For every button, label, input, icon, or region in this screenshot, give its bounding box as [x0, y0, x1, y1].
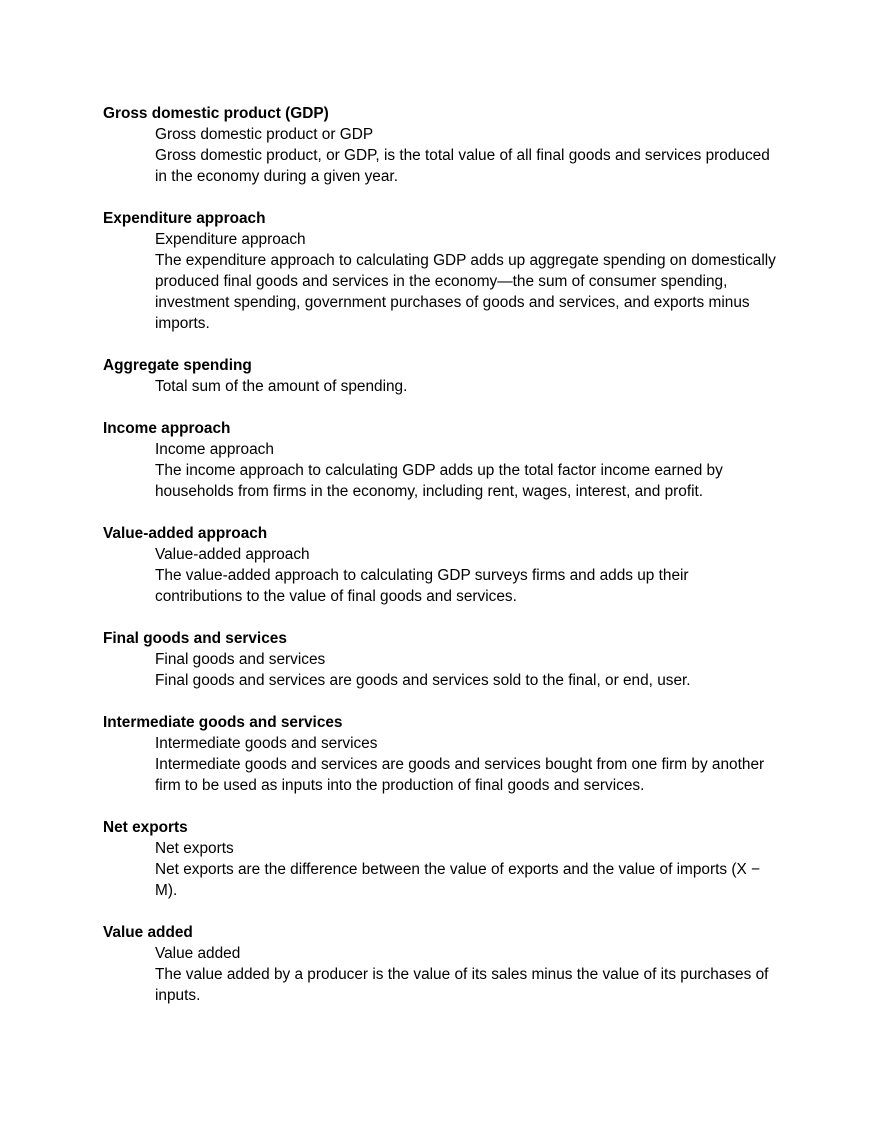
glossary-entry-value-added-approach	[103, 523, 780, 607]
term-heading: Value added	[103, 924, 193, 941]
definition-text: Total sum of the amount of spending.	[155, 378, 408, 395]
term-heading: Income approach	[103, 420, 231, 437]
glossary-entry-intermediate-goods	[103, 712, 780, 796]
definition-block	[155, 649, 780, 691]
definition-subtitle: Expenditure approach	[155, 231, 306, 248]
definition-text: The income approach to calculating GDP adds up the total factor income earned by households from firms in the economy, including rent, wages, interest, and profit.	[155, 462, 723, 500]
term-heading: Aggregate spending	[103, 357, 252, 374]
glossary-entry-aggregate-spending	[103, 355, 780, 397]
glossary-entry-expenditure-approach	[103, 208, 780, 334]
definition-text: Net exports are the difference between the value of exports and the value of imports (X − M).	[155, 861, 761, 899]
term-heading: Final goods and services	[103, 630, 287, 647]
definition-text: Gross domestic product, or GDP, is the total value of all final goods and services produced in the economy during a given year.	[155, 147, 770, 185]
definition-subtitle: Final goods and services	[155, 651, 326, 668]
definition-block	[155, 229, 780, 334]
glossary-entry-income-approach	[103, 418, 780, 502]
definition-subtitle: Value-added approach	[155, 546, 310, 563]
definition-text: Intermediate goods and services are goods and services bought from one firm by another firm to be used as inputs into the production of final goods and services.	[155, 756, 765, 794]
definition-block	[155, 376, 780, 397]
definition-subtitle: Value added	[155, 945, 241, 962]
definition-text: Final goods and services are goods and services sold to the final, or end, user.	[155, 672, 691, 689]
definition-subtitle: Income approach	[155, 441, 274, 458]
term-heading: Intermediate goods and services	[103, 714, 343, 731]
term-heading: Expenditure approach	[103, 210, 266, 227]
definition-text: The value-added approach to calculating GDP surveys firms and adds up their contributions to the value of final goods and services.	[155, 567, 689, 605]
definition-block	[155, 124, 780, 187]
glossary-entry-net-exports	[103, 817, 780, 901]
definition-text: The expenditure approach to calculating GDP adds up aggregate spending on domestically produced final goods and services in the economy—the sum of consumer spending, investment spending, government purchases of goods and services, and exports minus imports.	[155, 252, 776, 332]
term-heading: Value-added approach	[103, 525, 268, 542]
definition-block	[155, 943, 780, 1006]
glossary-entry-gdp	[103, 103, 780, 187]
definition-block	[155, 838, 780, 901]
definition-block	[155, 439, 780, 502]
definition-subtitle: Net exports	[155, 840, 234, 857]
glossary-entry-value-added	[103, 922, 780, 1006]
term-heading: Net exports	[103, 819, 188, 836]
definition-subtitle: Gross domestic product or GDP	[155, 126, 374, 143]
definition-block	[155, 733, 780, 796]
glossary-entry-final-goods	[103, 628, 780, 691]
definition-block	[155, 544, 780, 607]
definition-subtitle: Intermediate goods and services	[155, 735, 378, 752]
definition-text: The value added by a producer is the value of its sales minus the value of its purchases of inputs.	[155, 966, 769, 1004]
term-heading: Gross domestic product (GDP)	[103, 105, 329, 122]
